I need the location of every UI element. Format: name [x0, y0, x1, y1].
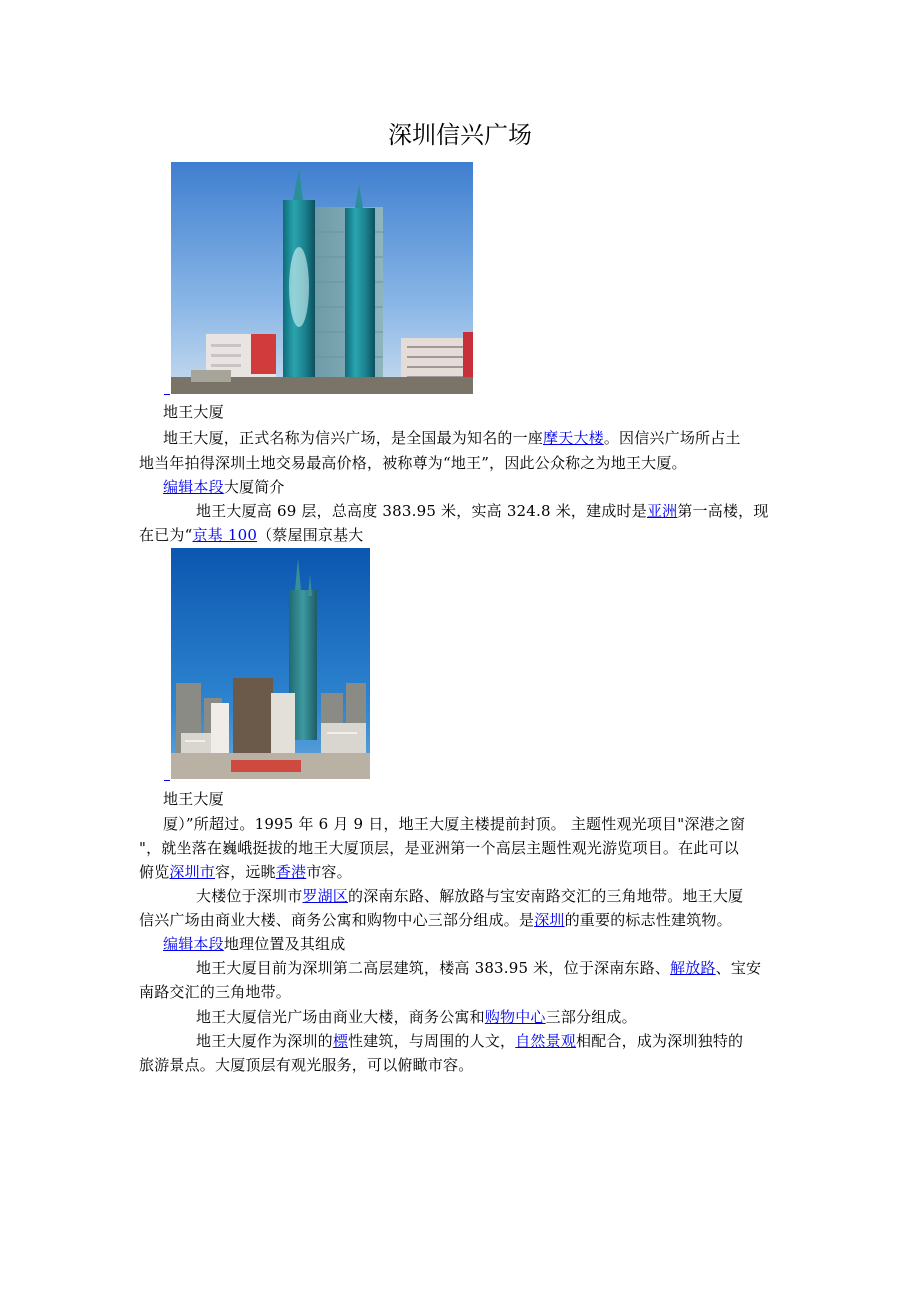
link-kingkey-100[interactable]: 京基 100: [192, 526, 258, 544]
link-luohu-district[interactable]: 罗湖区: [302, 887, 349, 905]
section-heading: [163, 932, 808, 956]
paragraph-line: 地当年拍得深圳土地交易最高价格，被称尊为“地王”，因此公众称之为地王大厦。: [139, 454, 687, 472]
page-title: 深圳信兴广场: [388, 121, 532, 149]
text: 俯览: [139, 863, 170, 881]
section-heading: [163, 475, 808, 499]
photo-link-underline[interactable]: [164, 779, 170, 781]
photo-caption: 地王大厦: [163, 790, 224, 808]
paragraph-line: 旅游景点。大厦顶层有观光服务，可以俯瞰市容。: [139, 1056, 474, 1074]
edit-section-link[interactable]: 编辑本段: [163, 935, 224, 953]
edit-section-link[interactable]: 编辑本段: [163, 478, 224, 496]
paragraph-line: "，就坐落在巍峨挺拔的地王大厦顶层，是亚洲第一个高层主题性观光游览项目。在此可以: [139, 839, 739, 857]
photo-diwang-skyline[interactable]: [171, 548, 370, 779]
link-asia[interactable]: 亚洲: [646, 502, 678, 520]
text: 三部分组成。: [545, 1008, 637, 1026]
link-hong-kong[interactable]: 香港: [275, 863, 307, 881]
text: 的深南东路、解放路与宝安南路交汇的三角地带。地王大厦: [348, 887, 744, 905]
link-shenzhen[interactable]: 深圳: [534, 911, 565, 929]
text: 性建筑，与周围的人文，: [348, 1032, 516, 1050]
link-shopping-center[interactable]: 购物中心: [484, 1008, 546, 1026]
link-natural-scenery[interactable]: 自然景观: [515, 1032, 577, 1050]
text: 地王大厦信光广场由商业大楼，商务公寓和: [196, 1008, 485, 1026]
text: 相配合，成为深圳独特的: [576, 1032, 744, 1050]
section-title: 地理位置及其组成: [223, 935, 346, 953]
paragraph-line: [139, 860, 784, 884]
paragraph-line: 南路交汇的三角地带。: [139, 983, 292, 1001]
link-skyscraper[interactable]: 摩天大楼: [543, 429, 604, 447]
text: 地王大厦作为深圳的: [196, 1032, 333, 1050]
paragraph-line: [163, 426, 808, 450]
text: 大楼位于深圳市: [196, 887, 303, 905]
paragraph-line: [196, 1029, 841, 1053]
link-jiefang-road[interactable]: 解放路: [670, 959, 716, 977]
text: 在已为“: [139, 526, 193, 544]
link-shenzhen-city[interactable]: 深圳市: [169, 863, 216, 881]
section-title: 大厦简介: [223, 478, 285, 496]
paragraph-line: [196, 1005, 841, 1029]
text: 第一高楼，现: [677, 502, 769, 520]
photo-link-underline[interactable]: [164, 393, 170, 395]
link-landmark[interactable]: 標: [332, 1032, 349, 1050]
paragraph-line: [196, 956, 841, 980]
text: 。因信兴广场所占土: [603, 429, 741, 447]
text: 地王大厦高 69 层，总高度 383.95 米，实高 324.8 米，建成时是: [196, 502, 647, 520]
paragraph-line: 厦）”所超过。1995 年 6 月 9 日，地王大厦主楼提前封顶。 主题性观光项目"深港之窗: [163, 815, 746, 833]
text: 容，远眺: [215, 863, 276, 881]
photo-caption: 地王大厦: [163, 403, 224, 421]
photo-diwang-building[interactable]: [171, 162, 473, 394]
paragraph-line: [196, 499, 841, 523]
text: （蔡屋围京基大: [257, 526, 364, 544]
text: 地王大厦，正式名称为信兴广场，是全国最为知名的一座: [163, 429, 544, 447]
paragraph-line: [139, 523, 784, 547]
text: 地王大厦目前为深圳第二高层建筑，楼高 383.95 米，位于深南东路、: [196, 959, 671, 977]
paragraph-line: [139, 908, 784, 932]
text: 的重要的标志性建筑物。: [564, 911, 732, 929]
text: 信兴广场由商业大楼、商务公寓和购物中心三部分组成。是: [139, 911, 535, 929]
paragraph-line: [196, 884, 841, 908]
text: 、宝安: [715, 959, 762, 977]
text: 市容。: [306, 863, 352, 881]
